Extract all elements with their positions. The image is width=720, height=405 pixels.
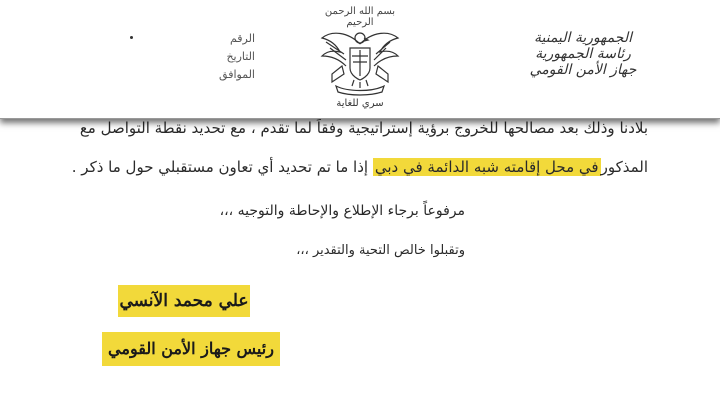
yemen-eagle-emblem-icon (318, 22, 402, 98)
highlighted-phrase: في محل إقامته شبه الدائمة في دبي (374, 158, 599, 176)
body-line-1: بلادنا وذلك بعد مصالحها للخروج برؤية إستراتيجية وفقاً لما تقدم ، مع تحديد نقطة التواصل مع (79, 119, 648, 137)
body-line-2-end: إذا ما تم تحديد أي تعاون مستقبلي حول ما ذكر . (71, 158, 369, 176)
body-line-4: وتقبلوا خالص التحية والتقدير ،،، (296, 243, 465, 258)
reference-fields (185, 30, 255, 84)
body-line-2 (72, 158, 648, 176)
field-date-label: التاريخ (226, 50, 255, 63)
signature-name: علي محمد الآنسي (118, 285, 250, 317)
field-number-label: الرقم (229, 32, 255, 45)
org-line-3: جهاز الأمن القومي (529, 62, 637, 78)
ink-dot (130, 36, 133, 39)
letterhead (0, 0, 720, 119)
org-line-2: رئاسة الجمهورية (535, 46, 631, 62)
body-line-3: مرفوعاً برجاء الإطلاع والإحاطة والتوجيه ،،، (219, 203, 465, 219)
organization-block (508, 30, 658, 78)
field-corresponding-label: الموافق (219, 68, 255, 81)
basmala: بسم الله الرحمن الرحيم (324, 6, 396, 28)
body-line-2-start: المذكور (600, 158, 648, 176)
org-line-1: الجمهورية اليمنية (533, 30, 632, 46)
signature-title: رئيس جهاز الأمن القومي (102, 332, 280, 366)
classification-label: سري للغاية (336, 98, 384, 109)
